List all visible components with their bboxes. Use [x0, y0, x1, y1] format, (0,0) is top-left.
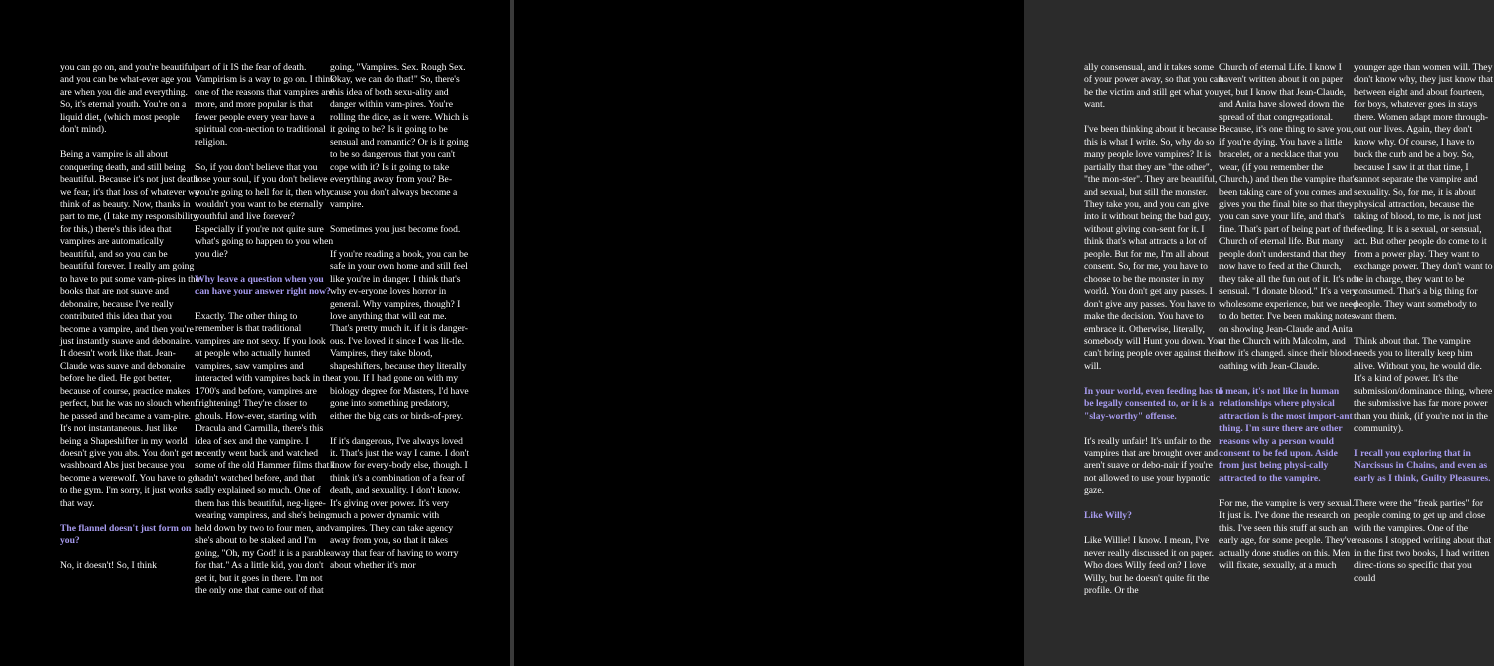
- body-paragraph: Being a vampire is all about conquering death, and still being beautiful. Because it's not just death we fear, it's that loss of whatever we think of as beauty. Now, thanks in part to me, (I take my responsibility for this,) there's this idea that vampires are automatically beautiful, and so you can be beautiful forever. I really am going to have to put some vam-pires in the books that are not suave and debonaire, because I've really contributed this idea that you become a vampire, and then you're just instantly suave and debonaire. It doesn't work like that. Jean-Claude was suave and debonaire before he died. He got better, because of course, practice makes perfect, but he was no slouch when he passed and became a vam-pire. It's not instantaneous. Just like being a Shapeshifter in my world doesn't give you abs. You don't get a washboard Abs just because you become a werewolf. You have to go to the gym. I'm sorry, it just works that way.: [60, 149, 200, 509]
- text-column-5: [1219, 62, 1359, 652]
- body-paragraph: Think about that. The vampire needs you to literally keep him alive. Without you, he would die. It's a kind of power. It's the submission/dominance thing, where the submissive has far more power than you think, (if you're not in the community).: [1354, 335, 1493, 435]
- body-paragraph: There were the "freak parties" for people coming to get up and close with the vampires. One of the reasons I stopped writing about that in the first two books, I had written direc-tions so specific that you could: [1354, 497, 1492, 584]
- body-paragraph: ally consensual, and it takes some of your power away, so that you can be the victim and still get what you want.: [1084, 62, 1223, 111]
- body-paragraph: part of it IS the fear of death. Vampirism is a way to go on. I think one of the reasons that vampires are more, and more popular is that fewer people every year have a spiritual con-nection to traditional religion.: [195, 62, 335, 148]
- body-paragraph: Church of eternal Life. I know I haven't written about it on paper yet, but I know that Jean-Claude, and Anita have slowed down the spread of that congregational. Because, it's one thing to save you, if you're dying. You have a little bracelet, or a necklace that you wear, (if you remember the Church,) and then the vampire that's been taking care of you comes and gives you the final bite so that they you can save your life, and that's fine. That's part of being part of the Church of eternal life. But many people don't understand that they now have to feed at the Church, they take all the fun out of it. It's not sensual. "I donate blood." It's a very wholesome experience, but we need to do better. I've been making notes on showing Jean-Claude and Anita at the Church with Malcolm, and how it's changed. since their blood-oathing with Jean-Claude.: [1219, 62, 1359, 372]
- interview-question: Why leave a question when you can have your answer right now?: [195, 273, 331, 298]
- right-page: [514, 0, 1493, 666]
- left-page: [0, 0, 510, 666]
- text-column-4: [1084, 62, 1224, 652]
- body-paragraph: Exactly. The other thing to remember is that traditional vampires are not sexy. If you look at people who actually hunted vampires, saw vampires and interacted with vampires back in the 1700's and before, vampires are frightening! They're closer to ghouls. How-ever, starting with Dracula and Carmilla, there's this idea of sex and the vampire. I recently went back and watched some of the old Hammer films that I hadn't watched before, and that sadly explained so much. One of them has this beautiful, neg-ligee-wearing vampiress, and she's being held down by two to four men, and she's about to be staked and I'm going, "Oh, my God! it is a parable for that." As a little kid, you don't get it, but it goes in there. I'm not the only one that came out of that: [195, 311, 335, 596]
- interview-question: Like Willy?: [1084, 510, 1132, 522]
- text-column-1: [60, 62, 200, 652]
- text-column-2: [195, 62, 335, 652]
- body-paragraph: Like Willie! I know. I mean, I've never really discussed it on paper. Who does Willy feed on? I love Willy, but he doesn't quite fit the profile. Or the: [1084, 535, 1215, 596]
- body-paragraph: going, "Vampires. Sex. Rough Sex. Okay, we can do that!" So, there's this idea of both sexu-ality and danger within vam-pires. You're rolling the dice, as it were. Which is it going to be? Is it going to be sensual and romantic? Or is it going to be so dangerous that you can't cope with it? Is it going to take everything away from you? Be-cause you don't always become a vampire.: [330, 62, 469, 210]
- text-column-3: [330, 62, 470, 652]
- body-paragraph: So, if you don't believe that you lose your soul, if you don't believe you're going to hell for it, then why wouldn't you want to be eternally youthful and live forever? Especially if you're not quite sure what's going to happen to you when you die?: [195, 161, 334, 260]
- body-paragraph: Sometimes you just become food.: [330, 223, 461, 235]
- interview-question: I mean, it's not like in human relationships where physical attraction is the most import-ant thing. I'm sure there are other reasons why a person would consent to be fed upon. Aside from just being physi-cally attracted to the vampire.: [1219, 385, 1353, 484]
- body-paragraph: I've been thinking about it because this is what I write. So, why do so many people love vampires? It is partially that they are "the other", "the mon-ster". They are beautiful, and sexual, but still the monster. They take you, and you can give into it without being the bad guy, without giving con-sent for it. I think that's what attracts a lot of people. But for me, I'm all about consent. So, for me, you have to choose to be the monster in my world. You don't get any passes. I don't give any passes. You have to make the decision. You have to embrace it. Otherwise, literally, somebody will Hunt you down. You can't bring people over against their will.: [1084, 124, 1223, 372]
- text-column-6: [1354, 62, 1494, 652]
- body-paragraph: It's really unfair! It's unfair to the vampires that are brought over and aren't suave or debo-nair if you're not allowed to use your hypnotic gaze.: [1084, 435, 1218, 497]
- interview-question: In your world, even feeding has to be legally consented to, or it is a "slay-worthy" offense.: [1084, 385, 1224, 422]
- interview-question: I recall you exploring that in Narcissus in Chains, and even as early as I think, Guilty Pleasures.: [1354, 448, 1491, 484]
- body-paragraph: younger age than women will. They don't know why, they just know that between eight and about fourteen, for boys, whatever goes in stays there. Women adapt more through-out our lives. Again, they don't know why. Of course, I have to buck the curb and be a boy. So, because I saw it at that time, I cannot separate the vampire and sexuality. So, for me, it is about physical attraction, because the taking of blood, to me, is not just feeding. It is a sexual, or sensual, act. But other people do come to it from a power play. They want to exchange power. They don't want to be in charge, they want to be consumed. That's a big thing for people. They want somebody to want them.: [1354, 62, 1493, 323]
- body-paragraph: If you're reading a book, you can be safe in your own home and still feel like you're in danger. I think that's why ev-eryone loves horror in general. Why vampires, though? I love anything that will eat me. That's pretty much it. if it is danger-ous. I've loved it since I was lit-tle. Vampires, they take blood, shapeshifters, because they literally eat you. If I had gone on with my biology degree for Masters, I'd have gone into something predatory, either the big cats or birds-of-prey.: [330, 248, 469, 422]
- body-paragraph: For me, the vampire is very sexual. It just is. I've done the research on this. I've seen this stuff at such an early age, for some people. They've actually done studies on this. Men will fixate, sexually, at a much: [1219, 497, 1356, 572]
- body-paragraph: No, it doesn't! So, I think: [60, 560, 157, 572]
- interview-question: The flannel doesn't just form on you?: [60, 522, 192, 547]
- body-paragraph: If it's dangerous, I've always loved it. That's just the way I came. I don't know for every-body else, though. I think it's a combination of a fear of death, and sexuality. I don't know. It's giving over power. It's very much a power dynamic with vampires. They can take agency away from you, so that it takes away that fear of having to worry about whether it's mor: [330, 435, 470, 572]
- body-paragraph: you can go on, and you're beautiful, and you can be what-ever age you are when you die and everything. So, it's eternal youth. You're on a liquid diet, (which most people don't mind).: [60, 62, 198, 136]
